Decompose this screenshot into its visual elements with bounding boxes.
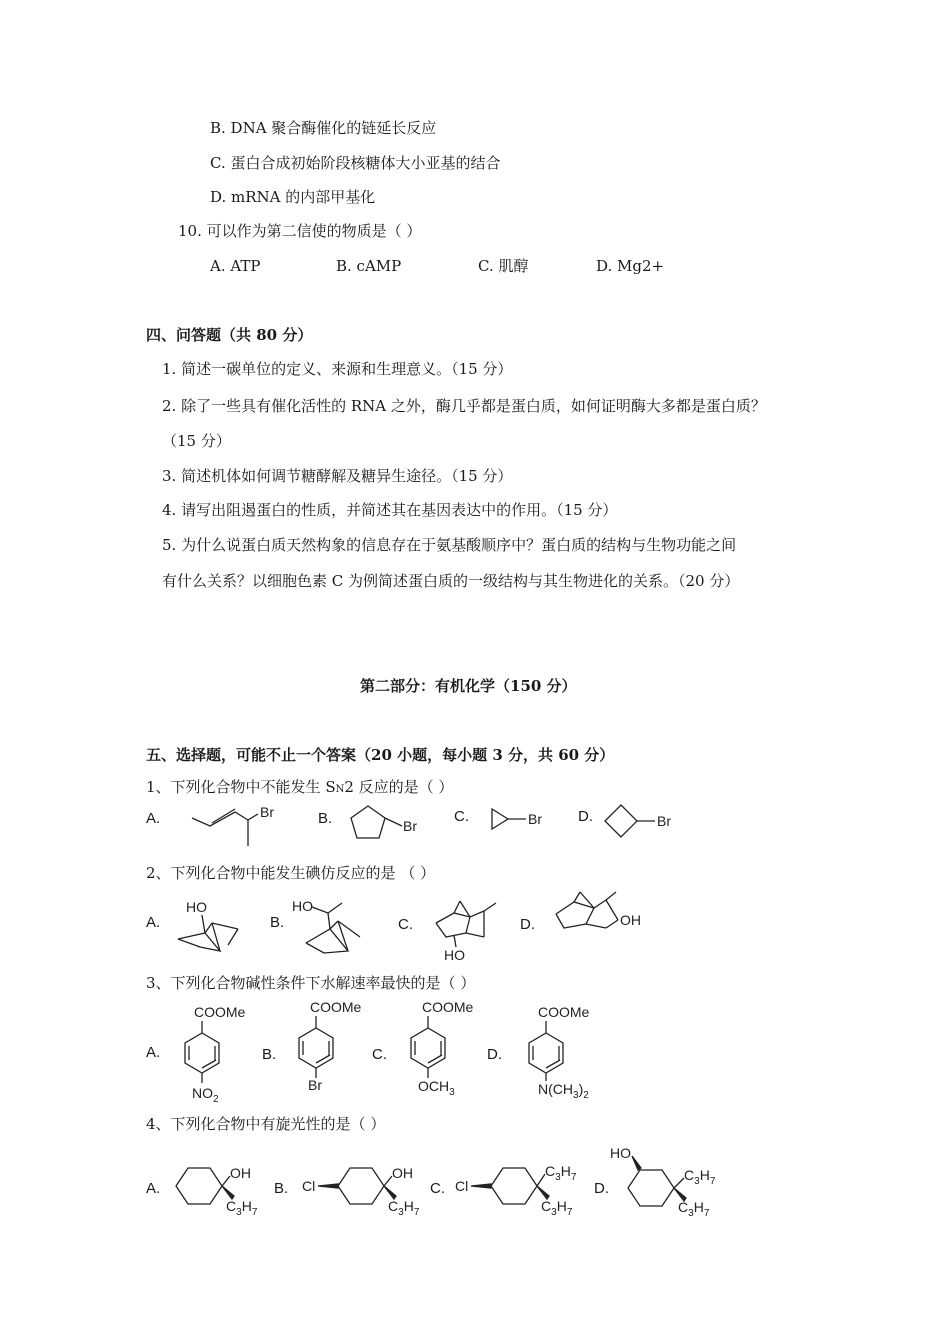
q2-b-bicyclic-alcohol bbox=[290, 893, 380, 963]
q4-c-chloro-dipropylcyclohexane bbox=[455, 1160, 585, 1220]
q9-option-d: D. mRNA 的内部甲基化 bbox=[210, 188, 376, 206]
section4-q5-cont: 有什么关系？以细胞色素 C 为例简述蛋白质的一级结构与其生物进化的关系。（20 分） bbox=[162, 572, 740, 590]
svg-text:OH: OH bbox=[230, 1165, 251, 1181]
q4-b-chlorocyclohexanol bbox=[302, 1160, 432, 1220]
q2-a-bicyclic-alcohol bbox=[172, 895, 252, 965]
svg-text:Br: Br bbox=[403, 818, 417, 834]
q4-a-cyclohexanol bbox=[172, 1160, 272, 1220]
svg-text:Br: Br bbox=[308, 1077, 322, 1093]
svg-text:OH: OH bbox=[392, 1165, 413, 1181]
q1-d-cyclobutyl-bromide bbox=[603, 803, 683, 838]
q3-letter-a: A. bbox=[146, 1044, 161, 1061]
q2-d-bicyclic-alcohol bbox=[550, 890, 660, 940]
q9-option-c: C. 蛋白合成初始阶段核糖体大小亚基的结合 bbox=[210, 154, 501, 172]
q2-letter-d: D. bbox=[520, 916, 535, 933]
q2-letter-a: A. bbox=[146, 914, 161, 931]
q3-c-methoxy-benzoate bbox=[402, 998, 492, 1098]
q2-stem: 2、下列化合物中能发生碘仿反应的是 （ ） bbox=[146, 864, 436, 882]
section4-q4: 4. 请写出阻遏蛋白的性质，并简述其在基因表达中的作用。（15 分） bbox=[162, 501, 618, 519]
q3-d-dimethylamino-benzoate bbox=[518, 1003, 608, 1103]
svg-text:COOMe: COOMe bbox=[310, 999, 362, 1015]
section4-q2-points: （15 分） bbox=[162, 432, 231, 450]
svg-text:C3H7: $C_3H_7$ bbox=[545, 1163, 577, 1183]
q3-letter-d: D. bbox=[487, 1046, 502, 1063]
q1-letter-d: D. bbox=[578, 808, 593, 825]
svg-text:Cl: Cl bbox=[302, 1178, 316, 1194]
q1-stem: 1、下列化合物中不能发生 SN2 反应的是（ ） bbox=[146, 778, 454, 796]
q10-option-d: D. Mg2+ bbox=[596, 257, 665, 275]
section4-q5: 5. 为什么说蛋白质天然构象的信息存在于氨基酸顺序中？蛋白质的结构与生物功能之间 bbox=[162, 536, 737, 554]
svg-text:HO: HO bbox=[610, 1145, 631, 1161]
q4-letter-b: B. bbox=[274, 1180, 289, 1197]
svg-text:COOMe: COOMe bbox=[538, 1004, 590, 1020]
svg-text:C3H7: $C_3H_7$ bbox=[388, 1198, 420, 1218]
q3-letter-b: B. bbox=[262, 1046, 277, 1063]
q3-a-nitro-benzoate bbox=[176, 1003, 266, 1103]
svg-text:HO: HO bbox=[292, 898, 313, 914]
q3-letter-c: C. bbox=[372, 1046, 387, 1063]
svg-text:C3H7: $C_3H_7$ bbox=[678, 1199, 710, 1219]
svg-text:COOMe: COOMe bbox=[194, 1004, 246, 1020]
svg-text:NO2: $NO_2$ bbox=[192, 1085, 219, 1105]
q9-option-b: B. DNA 聚合酶催化的链延长反应 bbox=[210, 119, 437, 137]
q4-d-dipropylcyclohexanol bbox=[608, 1140, 728, 1220]
section4-title: 四、问答题（共 80 分） bbox=[146, 326, 313, 344]
q2-letter-b: B. bbox=[270, 914, 285, 931]
svg-text:OH: OH bbox=[620, 912, 641, 928]
svg-text:Cl: Cl bbox=[455, 1178, 469, 1194]
q3-b-bromo-benzoate bbox=[290, 998, 380, 1098]
q1-b-cyclopentyl-bromide bbox=[348, 800, 438, 850]
q4-letter-a: A. bbox=[146, 1180, 161, 1197]
svg-text:C3H7: $C_3H_7$ bbox=[226, 1198, 258, 1218]
section4-q2: 2. 除了一些具有催化活性的 RNA 之外，酶几乎都是蛋白质，如何证明酶大多都是蛋白质？ bbox=[162, 397, 766, 415]
section4-q3: 3. 简述机体如何调节糖酵解及糖异生途径。（15 分） bbox=[162, 467, 513, 485]
svg-text:HO: HO bbox=[444, 947, 465, 963]
section4-q1: 1. 简述一碳单位的定义、来源和生理意义。（15 分） bbox=[162, 360, 513, 378]
part2-title: 第二部分：有机化学（150 分） bbox=[360, 677, 577, 695]
q10-option-b: B. cAMP bbox=[336, 257, 402, 275]
q1-letter-b: B. bbox=[318, 810, 333, 827]
q4-stem: 4、下列化合物中有旋光性的是（ ） bbox=[146, 1115, 386, 1133]
q4-letter-c: C. bbox=[430, 1180, 445, 1197]
q1-a-butenyl-bromide bbox=[190, 800, 290, 850]
q10-stem: 10. 可以作为第二信使的物质是（ ） bbox=[178, 222, 422, 240]
svg-text:OCH3: $OCH_3$ bbox=[418, 1078, 455, 1098]
q2-c-bicyclic-alcohol bbox=[430, 895, 520, 965]
svg-text:HO: HO bbox=[186, 899, 207, 915]
q4-letter-d: D. bbox=[594, 1180, 609, 1197]
svg-text:Br: Br bbox=[260, 804, 274, 820]
q2-letter-c: C. bbox=[398, 916, 413, 933]
svg-text:C3H7: $C_3H_7$ bbox=[684, 1167, 716, 1187]
svg-text:C3H7: $C_3H_7$ bbox=[541, 1198, 573, 1218]
svg-text:N(CH3)2: $N(CH_3)_2$ bbox=[538, 1081, 589, 1101]
section5-title: 五、选择题，可能不止一个答案（20 小题，每小题 3 分，共 60 分） bbox=[146, 746, 615, 764]
q10-option-c: C. 肌醇 bbox=[478, 257, 529, 275]
q3-stem: 3、下列化合物碱性条件下水解速率最快的是（ ） bbox=[146, 974, 476, 992]
q1-letter-c: C. bbox=[454, 808, 469, 825]
q1-letter-a: A. bbox=[146, 810, 161, 827]
svg-text:Br: Br bbox=[528, 811, 542, 827]
svg-text:COOMe: COOMe bbox=[422, 999, 474, 1015]
svg-text:Br: Br bbox=[657, 813, 671, 829]
q10-option-a: A. ATP bbox=[210, 257, 261, 275]
q1-c-cyclopropyl-bromide bbox=[488, 805, 558, 835]
